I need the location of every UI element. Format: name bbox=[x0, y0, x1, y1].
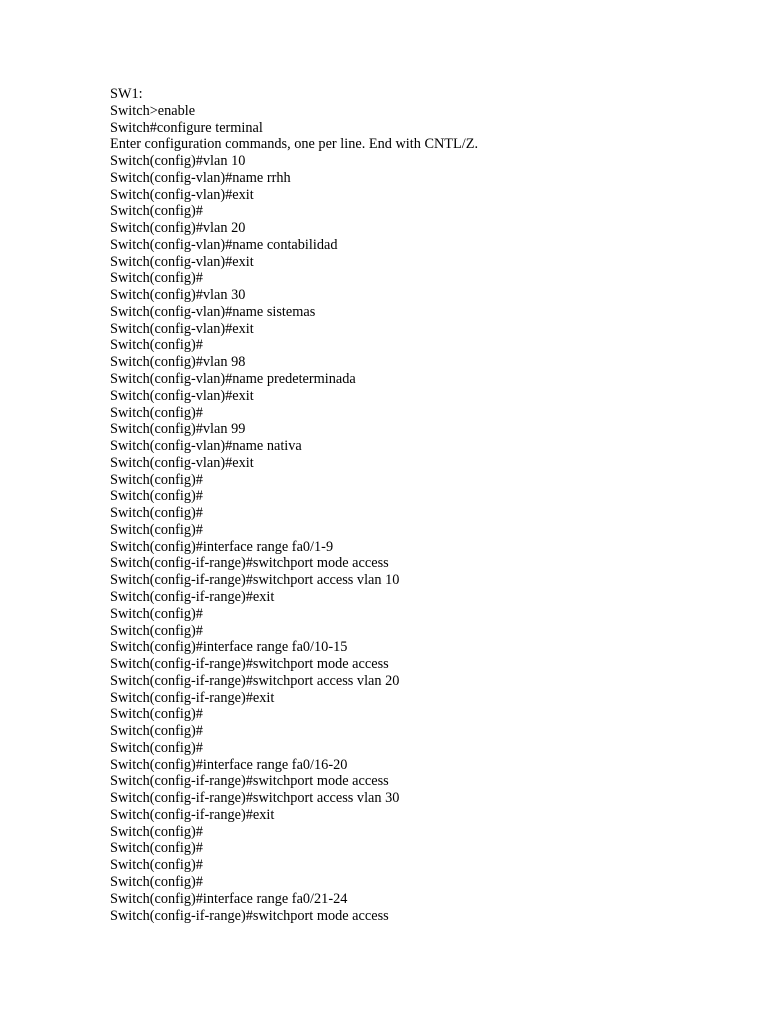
transcript-line: Switch(config)# bbox=[110, 488, 203, 505]
transcript-line: Switch(config-vlan)#name nativa bbox=[110, 438, 302, 455]
transcript-line: Switch(config)#vlan 99 bbox=[110, 421, 246, 438]
transcript-line: Switch(config)#interface range fa0/21-24 bbox=[110, 890, 348, 907]
transcript-line: Switch>enable bbox=[110, 102, 196, 119]
transcript-line: Switch(config)# bbox=[110, 706, 203, 723]
transcript-line: Switch(config-if-range)#switchport mode access bbox=[110, 773, 389, 790]
transcript-line: Switch(config-vlan)#exit bbox=[110, 253, 254, 270]
transcript-line: Switch(config)#vlan 10 bbox=[110, 153, 246, 170]
transcript-line: Switch(config-vlan)#exit bbox=[110, 454, 254, 471]
transcript-line: Switch(config-if-range)#switchport access vlan 10 bbox=[110, 572, 400, 589]
transcript-line: Switch(config)# bbox=[110, 521, 203, 538]
transcript-line: Switch(config)#vlan 30 bbox=[110, 287, 246, 304]
transcript-line: Switch(config-vlan)#exit bbox=[110, 320, 254, 337]
transcript-line: Switch(config-vlan)#exit bbox=[110, 186, 254, 203]
transcript-line: Switch(config-vlan)#name sistemas bbox=[110, 303, 316, 320]
transcript-line: Switch(config)#interface range fa0/10-15 bbox=[110, 639, 348, 656]
transcript-line: Switch(config)# bbox=[110, 622, 203, 639]
transcript-line: SW1: bbox=[110, 86, 143, 102]
transcript-line: Switch(config)# bbox=[110, 505, 203, 522]
transcript-line: Switch(config)# bbox=[110, 840, 203, 857]
cli-config-transcript bbox=[110, 86, 730, 924]
transcript-line: Enter configuration commands, one per line. End with CNTL/Z. bbox=[110, 136, 479, 153]
transcript-line: Switch(config-vlan)#name predeterminada bbox=[110, 371, 356, 388]
transcript-line: Switch(config-if-range)#switchport access vlan 30 bbox=[110, 790, 400, 807]
transcript-line: Switch(config)# bbox=[110, 823, 203, 840]
transcript-line: Switch(config)#interface range fa0/1-9 bbox=[110, 538, 334, 555]
transcript-line: Switch(config-vlan)#name rrhh bbox=[110, 169, 291, 186]
transcript-line: Switch(config)# bbox=[110, 739, 203, 756]
transcript-line: Switch(config)# bbox=[110, 337, 203, 354]
transcript-line: Switch(config)# bbox=[110, 270, 203, 287]
transcript-line: Switch(config-if-range)#exit bbox=[110, 806, 275, 823]
transcript-line: Switch(config-if-range)#exit bbox=[110, 588, 275, 605]
transcript-line: Switch(config)#vlan 20 bbox=[110, 220, 246, 237]
transcript-line: Switch(config-if-range)#exit bbox=[110, 689, 275, 706]
transcript-line: Switch(config)# bbox=[110, 857, 203, 874]
transcript-line: Switch(config)# bbox=[110, 404, 203, 421]
transcript-line: Switch(config-if-range)#switchport mode access bbox=[110, 907, 389, 924]
transcript-line: Switch(config)#vlan 98 bbox=[110, 354, 246, 371]
transcript-line: Switch(config)# bbox=[110, 723, 203, 740]
transcript-line: Switch(config)#interface range fa0/16-20 bbox=[110, 756, 348, 773]
transcript-line: Switch(config-if-range)#switchport mode access bbox=[110, 656, 389, 673]
transcript-line: Switch(config)# bbox=[110, 203, 203, 220]
transcript-line: Switch(config-vlan)#name contabilidad bbox=[110, 236, 338, 253]
transcript-line: Switch(config-vlan)#exit bbox=[110, 387, 254, 404]
transcript-line: Switch(config-if-range)#switchport mode access bbox=[110, 555, 389, 572]
transcript-line: Switch(config-if-range)#switchport access vlan 20 bbox=[110, 672, 400, 689]
transcript-line: Switch(config)# bbox=[110, 873, 203, 890]
transcript-line: Switch(config)# bbox=[110, 605, 203, 622]
transcript-line: Switch#configure terminal bbox=[110, 119, 263, 136]
transcript-line: Switch(config)# bbox=[110, 471, 203, 488]
